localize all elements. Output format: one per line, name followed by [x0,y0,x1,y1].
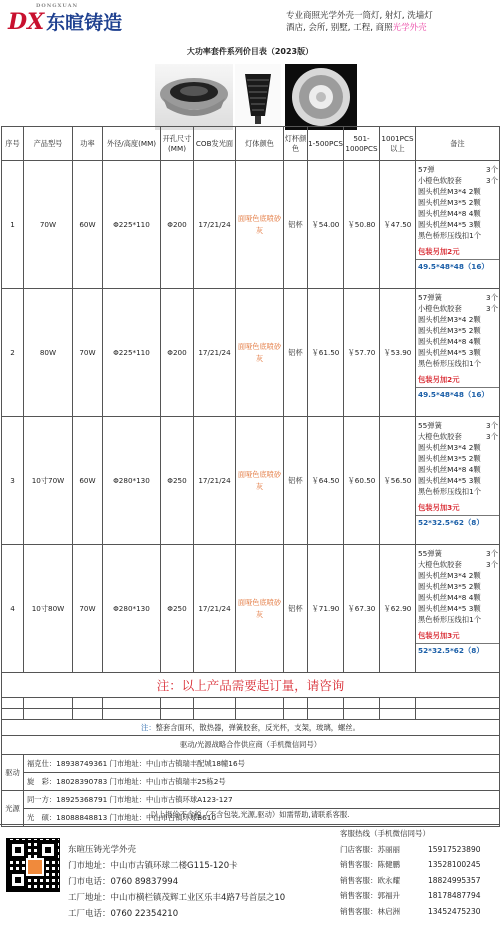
price-tier-2: ￥50.80 [344,161,380,289]
product-model: 10寸70W [24,417,73,545]
spacer-row [2,698,500,709]
note-line: 55弹簧 3个 [418,421,498,430]
note-line: 圆头机丝M3*4 2颗 [418,315,481,324]
power: 60W [73,161,103,289]
note-line: 圆头机丝M4*8 4颗 [418,209,481,218]
supplier-title: 驱动/光源战略合作供应商（手机微信同号） [2,736,500,755]
row-number: 2 [2,289,24,417]
cup-type: 铝杯 [284,289,308,417]
hole-size: Φ250 [161,545,194,673]
supplier-row [2,773,500,791]
col-header: 501-1000PCS [344,127,380,161]
carton-size: 52*32.5*62（8） [416,515,499,529]
price-tier-2: ￥60.50 [344,417,380,545]
hotline-contact: 销售客服：林启洲 13452475230 [340,906,481,916]
order-note-row [2,673,500,698]
col-header: 产品型号 [24,127,73,161]
price-disclaimer: 以上报价不含税（不含包装,光源,驱动）如需帮助,请联系客服. [150,810,350,819]
accessory-row [2,720,500,736]
note-line: 黑色桥形压线扣1个 [418,231,482,240]
power: 70W [73,545,103,673]
note-line: 小橙色软胶套 3个 [418,176,498,185]
note-line: 圆头机丝M3*4 2颗 [418,571,481,580]
product-photo-reflector [285,64,357,130]
product-model: 10寸80W [24,545,73,673]
cup-type: 铝杯 [284,417,308,545]
note-line: 57弹簧 3个 [418,293,498,302]
note-line: 黑色桥形压线扣1个 [418,615,482,624]
carton-size: 52*32.5*62（8） [416,643,499,657]
drive-label: 驱动 [2,755,24,791]
supplier-info: 同一方：18925368791 门市地址：中山市古镇环球A123-127 [24,791,500,809]
note-line: 圆头机丝M3*5 2颗 [418,454,481,463]
note-line: 圆头机丝M4*5 3颗 [418,604,481,613]
note-line: 圆头机丝M3*4 2颗 [418,443,481,452]
hotline-contact: 门店客服：苏丽丽 15917523890 [340,844,481,854]
packaging-surcharge: 包装另加3元 [418,631,460,640]
header [0,0,500,45]
spacer-row [2,709,500,720]
size: Φ280*130 [103,417,161,545]
note-line: 55弹簧 3个 [418,549,498,558]
supplier-info: 福克仕：18938749361 门市地址：中山市古镇瑞丰配城18幢16号 [24,755,500,773]
power: 70W [73,289,103,417]
row-number: 1 [2,161,24,289]
supplier-info: 光 硕：18088848813 门市地址：中山市古镇环球B610 [24,809,500,827]
note-line: 圆头机丝M3*5 2颗 [418,582,481,591]
size: Φ225*110 [103,161,161,289]
col-header: 序号 [2,127,24,161]
note-line: 大橙色软胶套 3个 [418,560,498,569]
light-label: 光源 [2,791,24,827]
hole-size: Φ200 [161,161,194,289]
hotline-contact: 销售客服：郭福升 18178487794 [340,891,481,900]
col-header: 灯杯颜色 [284,127,308,161]
note-line: 圆头机丝M4*5 3颗 [418,476,481,485]
logo-tagline: DONGXUAN [36,3,79,9]
price-tier-3: ￥47.50 [380,161,416,289]
table-header [2,127,500,161]
row-number: 3 [2,417,24,545]
note-line: 圆头机丝M3*5 2颗 [418,326,481,335]
price-tier-3: ￥62.90 [380,545,416,673]
divider [0,824,500,825]
slogan [286,10,496,34]
factory-phone: 工厂电话：0760 22354210 [68,909,179,919]
supplier-title-row [2,736,500,755]
notes [416,545,500,673]
table-row [2,545,500,673]
accessory-note: 注：整套含面环，散热器，弹簧胶套，反光杯，支架，玻璃，螺丝。 [2,720,500,736]
brand-logo [8,3,123,35]
packaging-surcharge: 包装另加2元 [418,375,460,384]
store-phone: 门市电话：0760 89837994 [68,877,179,887]
hotline-title: 客服热线（手机微信同号） [340,829,430,838]
page-title: 大功率套件系列价目表（2023版） [186,47,314,56]
note-line: 圆头机丝M4*5 3颗 [418,220,481,229]
hole-size: Φ250 [161,417,194,545]
slogan-line1: 专业商照光学外壳一筒灯, 射灯, 洗墙灯 [286,11,433,21]
factory-address: 工厂地址：中山市横栏镇茂辉工业区乐丰4路7号首层之10 [68,893,286,903]
price-tier-1: ￥54.00 [308,161,344,289]
note-line: 小橙色软胶套 3个 [418,304,498,313]
size: Φ280*130 [103,545,161,673]
store-address: 门市地址：中山市古镇环球二楼G115-120卡 [68,861,238,871]
carton-size: 49.5*48*48（16） [416,259,499,273]
hole-size: Φ200 [161,289,194,417]
logo-letters: DX [8,9,45,35]
price-tier-1: ￥64.50 [308,417,344,545]
cup-type: 铝杯 [284,545,308,673]
hotline-contact: 销售客服：欧永耀 18824995357 [340,875,481,885]
cob-size: 17/21/24 [194,545,236,673]
note-line: 大橙色软胶套 3个 [418,432,498,441]
price-tier-2: ￥57.70 [344,289,380,417]
price-tier-1: ￥71.90 [308,545,344,673]
body-color: 面哑色底喷砂灰 [236,289,284,417]
col-header: 功率 [73,127,103,161]
supplier-info: 旋 彩：18028390783 门市地址：中山市古镇瑞丰25栋2号 [24,773,500,791]
col-header: 外径/高度(MM) [103,127,161,161]
note-line: 圆头机丝M4*8 4颗 [418,593,481,602]
product-photo-heatsink [235,64,281,130]
cob-size: 17/21/24 [194,289,236,417]
product-photo-front [155,64,233,130]
body-color: 面哑色底喷砂灰 [236,545,284,673]
col-header: 备注 [416,127,500,161]
size: Φ225*110 [103,289,161,417]
packaging-surcharge: 包装另加2元 [418,247,460,256]
cup-type: 铝杯 [284,161,308,289]
col-header: 1001PCS以上 [380,127,416,161]
price-table [1,126,500,827]
price-tier-3: ￥56.50 [380,417,416,545]
price-tier-1: ￥61.50 [308,289,344,417]
note-line: 圆头机丝M3*5 2颗 [418,198,481,207]
note-line: 圆头机丝M4*8 4颗 [418,337,481,346]
packaging-surcharge: 包装另加3元 [418,503,460,512]
body-color: 面哑色底喷砂灰 [236,417,284,545]
col-header: 灯体颜色 [236,127,284,161]
power: 60W [73,417,103,545]
price-tier-3: ￥53.90 [380,289,416,417]
company-info [68,842,285,922]
table-row [2,161,500,289]
col-header: COB发光面 [194,127,236,161]
notes [416,417,500,545]
cob-size: 17/21/24 [194,417,236,545]
col-header: 开孔尺寸(MM) [161,127,194,161]
carton-size: 49.5*48*48（16） [416,387,499,401]
note-line: 黑色桥形压线扣1个 [418,487,482,496]
product-model: 80W [24,289,73,417]
row-number: 4 [2,545,24,673]
table-row [2,289,500,417]
order-note: 注：以上产品需要起订量，请咨询 [2,673,500,698]
slogan-line2: 酒店, 会所, 别墅, 工程, 商照光学外壳 [286,23,427,33]
company-name: 东暄压铸光学外壳 [68,845,137,855]
product-model: 70W [24,161,73,289]
table-row [2,417,500,545]
note-line: 圆头机丝M4*5 3颗 [418,348,481,357]
note-line: 圆头机丝M4*8 4颗 [418,465,481,474]
hotline [340,826,481,919]
supplier-row [2,791,500,809]
notes [416,161,500,289]
hotline-contact: 销售客服：陈健鹏 13528100245 [340,860,481,869]
note-line: 57弹 3个 [418,165,498,174]
body-color: 面哑色底喷砂灰 [236,161,284,289]
qr-code-icon [6,838,60,892]
note-line: 圆头机丝M3*4 2颗 [418,187,481,196]
price-tier-2: ￥67.30 [344,545,380,673]
logo-name: 东暄铸造 [46,12,123,34]
supplier-row [2,755,500,773]
notes [416,289,500,417]
note-line: 黑色桥形压线扣1个 [418,359,482,368]
col-header: 1-500PCS [308,127,344,161]
cob-size: 17/21/24 [194,161,236,289]
